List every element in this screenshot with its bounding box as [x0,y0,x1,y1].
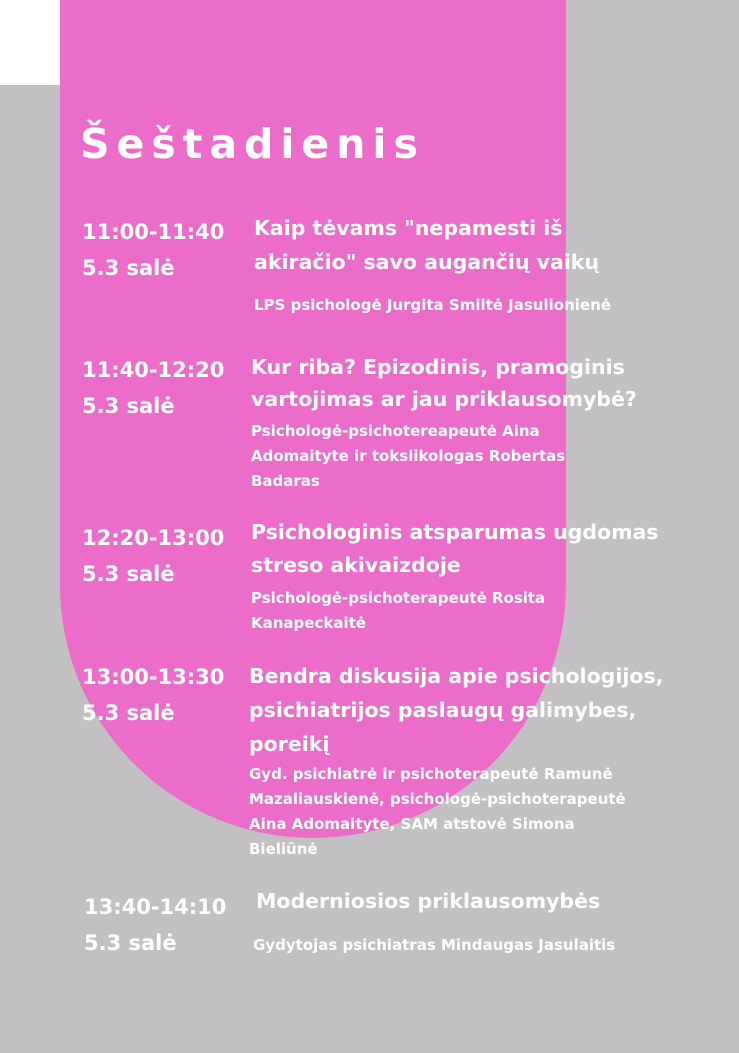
session-speaker-line: Psichologė-psichoterapeutė Rosita [251,589,546,607]
session-speaker-line: Gydytojas psichiatras Mindaugas Jasulaitis [253,936,616,954]
session-time: 11:40-12:20 [82,358,225,382]
session-speaker-line: LPS psichologė Jurgita Smiltė Jasulionienė [254,296,611,314]
session-topic-line: streso akivaizdoje [251,553,461,577]
session-topic-line: Moderniosios priklausomybės [256,889,601,913]
session-speaker-line: Adomaityte ir tokslikologas Robertas [251,447,566,465]
session-topic-line: akiračio" savo augančių vaikų [254,250,600,274]
session-speaker-line: Psichologė-psichotereapeutė Aina [251,422,540,440]
session-room: 5.3 salė [84,931,177,955]
session-speaker-line: Bieliūnė [249,840,318,858]
session-topic-line: Kaip tėvams "nepamesti iš [254,216,563,240]
session-topic-line: poreikį [249,732,330,756]
session-room: 5.3 salė [82,394,175,418]
session-time: 13:00-13:30 [82,665,225,689]
session-topic-line: Kur riba? Epizodinis, pramoginis [251,355,625,379]
session-speaker-line: Badaras [251,472,320,490]
session-time: 12:20-13:00 [82,526,225,550]
session-speaker-line: Aina Adomaityte, SAM atstovė Simona [249,815,575,833]
session-topic-line: vartojimas ar jau priklausomybė? [251,387,637,411]
session-topic-line: psichiatrijos paslaugų galimybes, [249,698,637,722]
day-title: Šeštadienis [80,120,425,168]
session-room: 5.3 salė [82,256,175,280]
session-speaker-line: Mazaliauskienė, psichologė-psichoterapeutė [249,790,626,808]
session-time: 11:00-11:40 [82,220,225,244]
session-topic-line: Psichologinis atsparumas ugdomas [251,520,659,544]
session-speaker-line: Gyd. psichiatrė ir psichoterapeutė Ramunė [249,765,613,783]
session-topic-line: Bendra diskusija apie psichologijos, [249,664,664,688]
session-room: 5.3 salė [82,701,175,725]
session-speaker-line: Kanapeckaitė [251,614,366,632]
session-time: 13:40-14:10 [84,895,227,919]
session-room: 5.3 salė [82,562,175,586]
